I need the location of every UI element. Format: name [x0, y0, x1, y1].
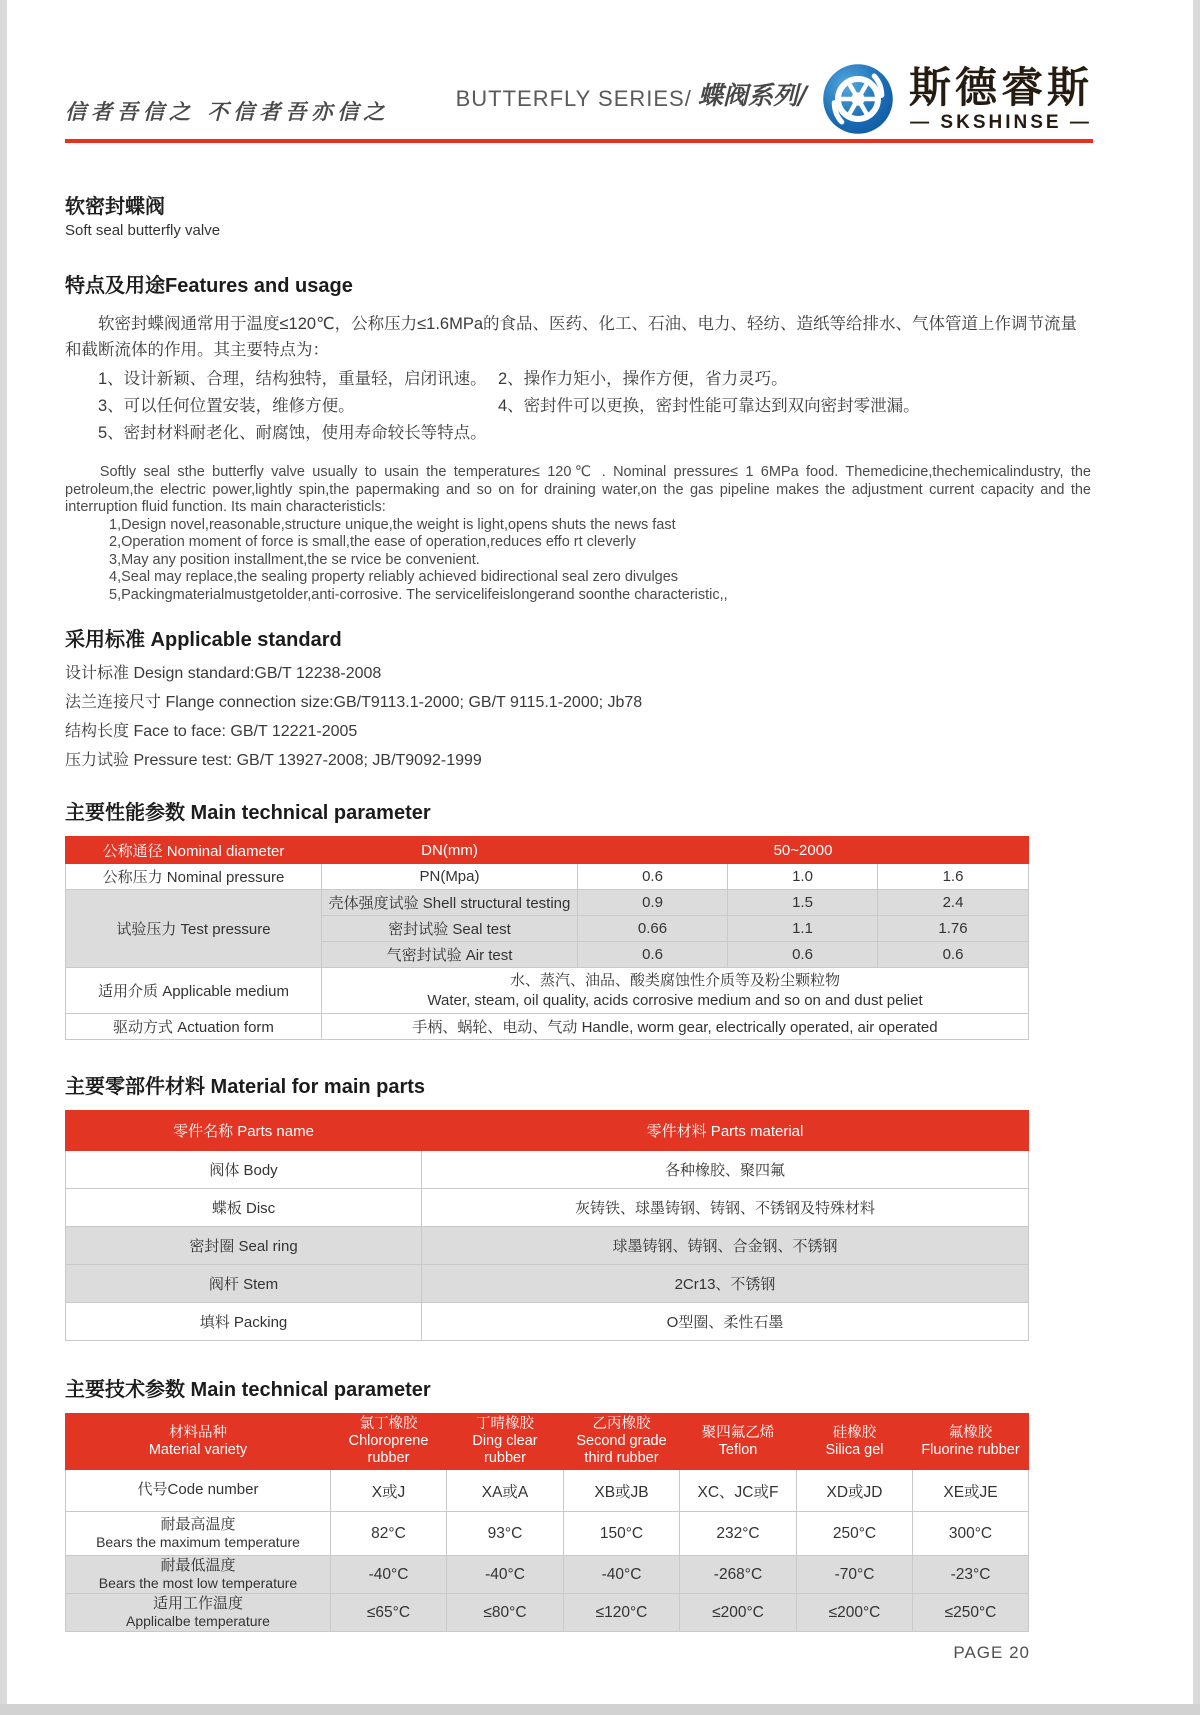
standard-line: 法兰连接尺寸 Flange connection size:GB/T9113.1-2000; GB/T 9115.1-2000; Jb78 [65, 694, 643, 711]
sub-label-cell: 气密封试验 Air test [322, 942, 578, 968]
list-item: 3、可以任何位置安装，维修方便。 [98, 397, 355, 415]
header-cell: 公称通径 Nominal diameter [66, 837, 322, 864]
row-label-zh: 耐最低温度 [160, 1557, 236, 1574]
materials-heading: 主要零部件材料 Material for main parts [65, 1076, 426, 1098]
row-label-zh: 适用工作温度 [152, 1595, 243, 1612]
company-slogan: 信者吾信之 不信者吾亦信之 [65, 99, 390, 124]
performance-table [65, 836, 1029, 1040]
value-cell: 1.0 [728, 864, 878, 890]
value-cell: -40°C [447, 1556, 564, 1594]
value-cell: XA或A [447, 1470, 564, 1512]
list-item: 4、密封件可以更换，密封性能可靠达到双向密封零泄漏。 [498, 397, 920, 415]
part-material-cell: 各种橡胶、聚四氟 [422, 1151, 1029, 1189]
value-cell: 0.9 [578, 890, 728, 916]
part-material-cell: 灰铸铁、球墨铸钢、铸钢、不锈钢及特殊材料 [422, 1189, 1029, 1227]
list-item-empty [498, 420, 1091, 447]
value-cell: -23°C [913, 1556, 1029, 1594]
header-en: Fluorine rubber [921, 1441, 1020, 1458]
header-brand-group [456, 62, 1093, 136]
sub-label-cell: 壳体强度试验 Shell structural testing [322, 890, 578, 916]
row-label-cell: 试验压力 Test pressure [66, 890, 322, 968]
list-item: 5,Packingmaterialmustgetolder,anti-corrosive. The servicelifeislongerand soonthe characteristic,, [109, 586, 728, 603]
features-intro-en: Softly seal sthe butterfly valve usually to usain the temperature≤ 120℃ . Nominal pressure≤ 1 6MPa food. Themedicine,thechemicalindustry, the petroleum,the electric power,lightly spin,the papermaking and so on for draining water,on the gas pipeline makes the adjustment current capacity and the interruption fluid function. Its main characteristicls: [65, 464, 1091, 515]
table-row [66, 1594, 1029, 1632]
medium-value-en: Water, steam, oil quality, acids corrosive medium and so on and dust peliet [427, 991, 923, 1009]
table-row [66, 1303, 1029, 1341]
table-row [66, 864, 1029, 890]
value-cell: 手柄、蜗轮、电动、气动 Handle, worm gear, electrically operated, air operated [322, 1014, 1029, 1040]
value-cell: 0.66 [578, 916, 728, 942]
header-cell: 零件材料 Parts material [422, 1111, 1029, 1151]
series-label [456, 76, 807, 122]
header-cell [447, 1414, 564, 1470]
part-name-cell: 阀体 Body [66, 1151, 422, 1189]
value-cell: 0.6 [578, 942, 728, 968]
sub-label-cell: 密封试验 Seal test [322, 916, 578, 942]
row-label-cell [66, 1556, 331, 1594]
table-header-row [66, 837, 1029, 864]
header-zh: 丁晴橡胶 [476, 1416, 534, 1432]
header-cell [564, 1414, 680, 1470]
value-cell: -70°C [797, 1556, 913, 1594]
table-row [66, 1470, 1029, 1512]
standards-lines [65, 659, 1091, 775]
header-zh: 材料品种 [169, 1424, 227, 1441]
value-cell: 0.6 [878, 942, 1029, 968]
series-label-en: BUTTERFLY SERIES/ [455, 86, 692, 111]
page-number: PAGE 20 [953, 1643, 1030, 1662]
header-cell: DN(mm) [322, 837, 578, 864]
value-cell: 150°C [564, 1512, 680, 1556]
value-cell: ≤200°C [797, 1594, 913, 1632]
standard-line: 压力试验 Pressure test: GB/T 13927-2008; JB/T9092-1999 [65, 752, 482, 769]
header-cell [331, 1414, 447, 1470]
header-cell [913, 1414, 1029, 1470]
scan-edge-bottom [0, 1704, 1200, 1715]
table-row [66, 1014, 1029, 1040]
table-row [66, 1189, 1029, 1227]
features-list-en [65, 517, 1091, 605]
row-label-cell [66, 1594, 331, 1632]
brand-name-block [908, 63, 1093, 133]
table-row [66, 1151, 1029, 1189]
row-label-cell: 公称压力 Nominal pressure [66, 864, 322, 890]
header-en: Second grade third rubber [576, 1433, 667, 1466]
table-header-row [66, 1414, 1029, 1470]
value-cell: 300°C [913, 1512, 1029, 1556]
value-cell: ≤80°C [447, 1594, 564, 1632]
features-intro-zh: 软密封蝶阀通常用于温度≤120℃，公称压力≤1.6MPa的食品、医药、化工、石油、电力、轻纺、造纸等给排水、气体管道上作调节流量和截断流体的作用。其主要特点为： [65, 315, 1078, 359]
features-list-zh [65, 366, 1091, 447]
header-zh: 氟橡胶 [948, 1424, 993, 1441]
list-item: 2,Operation moment of force is small,the ease of operation,reduces effo rt cleverly [109, 534, 636, 550]
table-row [66, 968, 1029, 1014]
header-en: Silica gel [825, 1441, 884, 1458]
row-label-zh: 耐最高温度 [160, 1516, 236, 1533]
header-zh: 聚四氟乙烯 [701, 1424, 775, 1441]
row-label-cell: 驱动方式 Actuation form [66, 1014, 322, 1040]
header-zh: 乙丙橡胶 [592, 1416, 651, 1432]
value-cell: -268°C [680, 1556, 797, 1594]
standard-line: 结构长度 Face to face: GB/T 12221-2005 [65, 723, 358, 740]
header-en: Ding clear rubber [472, 1433, 538, 1466]
header-en: Chloroprene rubber [348, 1433, 429, 1466]
value-cell: 0.6 [728, 942, 878, 968]
brand-subtitle: — SKSHINSE — [910, 111, 1092, 133]
header-cell [797, 1414, 913, 1470]
header-zh: 氯丁橡胶 [359, 1416, 418, 1432]
part-name-cell: 蝶板 Disc [66, 1189, 422, 1227]
header-cell [680, 1414, 797, 1470]
value-cell: ≤65°C [331, 1594, 447, 1632]
row-label-en: Bears the most low temperature [98, 1574, 298, 1591]
standards-heading: 采用标准 Applicable standard [65, 629, 342, 651]
list-item: 1、设计新颖、合理，结构独特，重量轻，启闭讯速。 [98, 370, 487, 388]
value-cell: 1.5 [728, 890, 878, 916]
value-cell: 250°C [797, 1512, 913, 1556]
header-cell [66, 1414, 331, 1470]
features-heading: 特点及用途Features and usage [65, 275, 353, 297]
row-label-cell [66, 1470, 331, 1512]
page-header [65, 50, 1093, 136]
value-cell: ≤200°C [680, 1594, 797, 1632]
part-name-cell: 填料 Packing [66, 1303, 422, 1341]
header-rule [65, 139, 1093, 143]
series-label-zh: 蝶阀系列/ [697, 81, 807, 110]
part-name-cell: 阀杆 Stem [66, 1265, 422, 1303]
value-cell: 93°C [447, 1512, 564, 1556]
table-row [66, 1227, 1029, 1265]
list-item: 5、密封材料耐老化、耐腐蚀，使用寿命较长等特点。 [98, 424, 487, 442]
medium-value-zh: 水、蒸汽、油品、酸类腐蚀性介质等及粉尘颗粒物 [510, 971, 841, 989]
brand-logo-icon [821, 62, 895, 136]
part-name-cell: 密封圈 Seal ring [66, 1227, 422, 1265]
sub-label-cell: PN(Mpa) [322, 864, 578, 890]
value-cell: 1.1 [728, 916, 878, 942]
value-cell: ≤120°C [564, 1594, 680, 1632]
product-title-en: Soft seal butterfly valve [65, 222, 221, 239]
row-label-en: Applicalbe temperature [126, 1612, 270, 1629]
page-content [65, 150, 1091, 1632]
technical-heading: 主要技术参数 Main technical parameter [65, 1379, 431, 1401]
performance-heading: 主要性能参数 Main technical parameter [65, 802, 431, 824]
header-cell: 零件名称 Parts name [66, 1111, 422, 1151]
value-cell: -40°C [564, 1556, 680, 1594]
value-cell: XE或JE [913, 1470, 1029, 1512]
materials-table [65, 1110, 1029, 1341]
row-label-cell [66, 1512, 331, 1556]
header-cell: 50~2000 [578, 837, 1029, 864]
product-title-zh: 软密封蝶阀 [65, 196, 165, 218]
header-en: Teflon [718, 1441, 758, 1458]
table-header-row [66, 1111, 1029, 1151]
value-cell: 2.4 [878, 890, 1029, 916]
value-cell: 1.6 [878, 864, 1029, 890]
technical-table [65, 1413, 1029, 1632]
value-cell: ≤250°C [913, 1594, 1029, 1632]
table-row [66, 1265, 1029, 1303]
header-en: Material variety [148, 1441, 248, 1458]
part-material-cell: O型圈、柔性石墨 [422, 1303, 1029, 1341]
list-item: 3,May any position installment,the se rvice be convenient. [109, 551, 480, 568]
value-cell: 232°C [680, 1512, 797, 1556]
part-material-cell: 球墨铸钢、铸钢、合金钢、不锈钢 [422, 1227, 1029, 1265]
header-zh: 硅橡胶 [832, 1424, 877, 1441]
value-cell: XC、JC或F [680, 1470, 797, 1512]
value-cell: -40°C [331, 1556, 447, 1594]
part-material-cell: 2Cr13、不锈钢 [422, 1265, 1029, 1303]
brand-name: 斯德睿斯 [908, 63, 1093, 111]
row-label-cell: 适用介质 Applicable medium [66, 968, 322, 1014]
value-cell: 82°C [331, 1512, 447, 1556]
table-row [66, 1556, 1029, 1594]
value-cell: XB或JB [564, 1470, 680, 1512]
value-cell: 1.76 [878, 916, 1029, 942]
row-label-zh: 代号Code number [137, 1481, 259, 1499]
scan-edge-right [1193, 0, 1200, 1715]
value-cell: X或J [331, 1470, 447, 1512]
scan-edge-left [0, 0, 7, 1715]
value-cell [322, 968, 1029, 1014]
value-cell: 0.6 [578, 864, 728, 890]
table-row [66, 1512, 1029, 1556]
standard-line: 设计标准 Design standard:GB/T 12238-2008 [65, 665, 382, 682]
list-item: 1,Design novel,reasonable,structure unique,the weight is light,opens shuts the news fast [109, 516, 676, 533]
list-item: 4,Seal may replace,the sealing property reliably achieved bidirectional seal zero divulges [109, 569, 679, 585]
table-row [66, 890, 1029, 916]
value-cell: XD或JD [797, 1470, 913, 1512]
row-label-en: Bears the maximum temperature [96, 1533, 300, 1550]
list-item: 2、操作力矩小，操作方便，省力灵巧。 [498, 370, 788, 388]
